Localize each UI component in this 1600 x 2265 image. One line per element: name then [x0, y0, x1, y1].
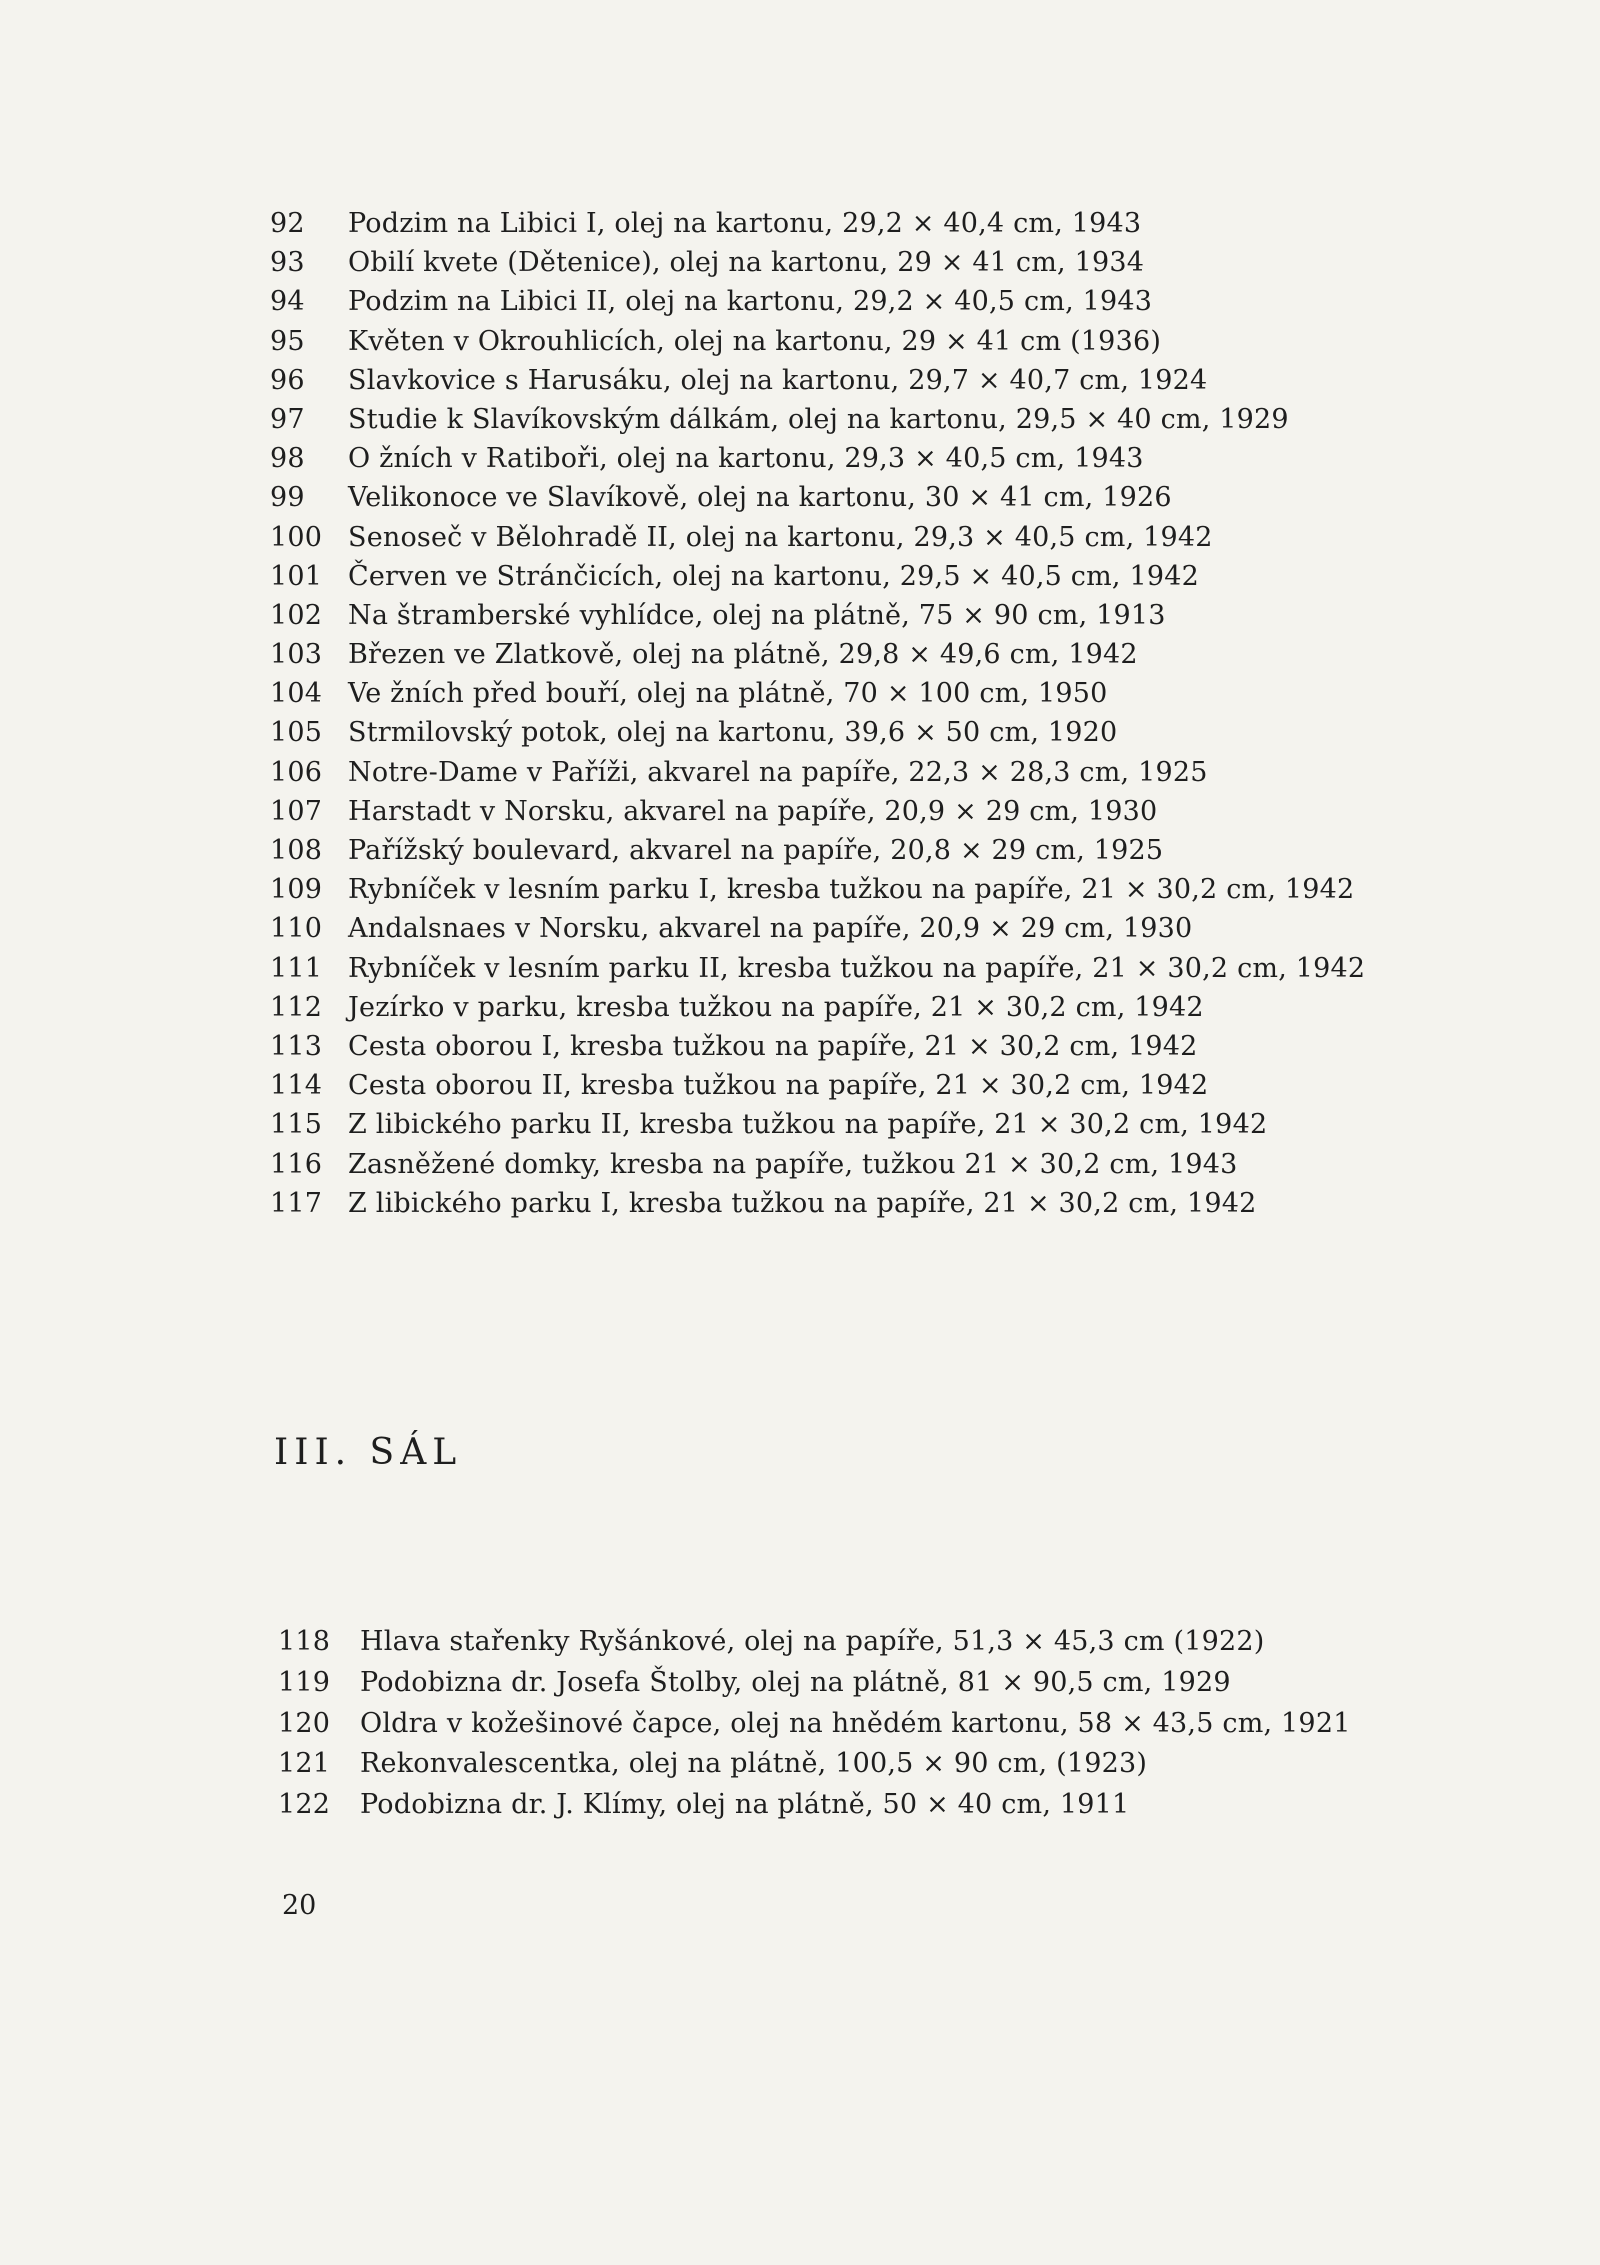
entry-text: Harstadt v Norsku, akvarel na papíře, 20,9 × 29 cm, 1930 — [348, 795, 1158, 827]
entry-text: Slavkovice s Harusáku, olej na kartonu, 29,7 × 40,7 cm, 1924 — [348, 364, 1208, 396]
catalog-entry — [270, 713, 1450, 752]
entry-text: Rybníček v lesním parku I, kresba tužkou na papíře, 21 × 30,2 cm, 1942 — [348, 874, 1355, 906]
entry-number: 94 — [270, 286, 305, 318]
entry-number: 108 — [270, 835, 323, 866]
entry-text: Květen v Okrouhlicích, olej na kartonu, 29 × 41 cm (1936) — [348, 325, 1162, 357]
entry-text: Rybníček v lesním parku II, kresba tužkou na papíře, 21 × 30,2 cm, 1942 — [348, 952, 1366, 984]
page-number: 20 — [282, 1890, 317, 1921]
catalog-entry — [270, 518, 1450, 557]
entry-text: Notre-Dame v Paříži, akvarel na papíře, 22,3 × 28,3 cm, 1925 — [348, 756, 1208, 788]
entry-text: Studie k Slavíkovským dálkám, olej na kartonu, 29,5 × 40 cm, 1929 — [348, 403, 1289, 435]
entry-text: Velikonoce ve Slavíkově, olej na kartonu, 30 × 41 cm, 1926 — [348, 482, 1172, 514]
catalog-entry — [270, 831, 1450, 870]
entry-number: 96 — [270, 364, 305, 396]
entry-text: Strmilovský potok, olej na kartonu, 39,6 × 50 cm, 1920 — [348, 717, 1118, 749]
catalog-entry — [270, 439, 1450, 478]
catalog-entry — [270, 988, 1450, 1027]
entry-number: 99 — [270, 482, 305, 514]
entry-number: 107 — [270, 795, 323, 827]
entry-number: 101 — [270, 560, 323, 592]
catalog-list — [270, 204, 1450, 1223]
entry-number: 122 — [278, 1789, 331, 1821]
entry-text: Obilí kvete (Dětenice), olej na kartonu, 29 × 41 cm, 1934 — [348, 247, 1145, 279]
catalog-entry — [270, 753, 1450, 792]
entry-text: Andalsnaes v Norsku, akvarel na papíře, 20,9 × 29 cm, 1930 — [348, 913, 1193, 945]
entry-text: Cesta oborou I, kresba tužkou na papíře, 21 × 30,2 cm, 1942 — [348, 1030, 1198, 1062]
entry-number: 97 — [270, 403, 305, 435]
entry-text: Jezírko v parku, kresba tužkou na papíře, 21 × 30,2 cm, 1942 — [348, 991, 1204, 1023]
entry-number: 118 — [278, 1626, 331, 1657]
catalog-entry — [278, 1785, 1458, 1826]
entry-text: Rekonvalescentka, olej na plátně, 100,5 × 90 cm, (1923) — [360, 1748, 1148, 1780]
entry-text: Hlava stařenky Ryšánkové, olej na papíře, 51,3 × 45,3 cm (1922) — [360, 1626, 1265, 1657]
entry-number: 95 — [270, 325, 305, 357]
entry-number: 104 — [270, 678, 323, 710]
catalog-entry — [278, 1704, 1458, 1745]
entry-number: 100 — [270, 521, 323, 553]
catalog-entry — [270, 400, 1450, 439]
catalog-entry — [270, 792, 1450, 831]
catalog-entry — [270, 478, 1450, 517]
entry-number: 93 — [270, 247, 305, 279]
entry-number: 106 — [270, 756, 323, 788]
catalog-entry — [270, 282, 1450, 321]
catalog-entry — [270, 596, 1450, 635]
entry-number: 114 — [270, 1070, 323, 1102]
entry-text: Zasněžené domky, kresba na papíře, tužkou 21 × 30,2 cm, 1943 — [348, 1148, 1238, 1180]
catalog-entry — [270, 243, 1450, 282]
catalog-entry — [270, 949, 1450, 988]
entry-number: 115 — [270, 1109, 323, 1141]
catalog-entry — [270, 1066, 1450, 1105]
entry-text: Na štramberské vyhlídce, olej na plátně, 75 × 90 cm, 1913 — [348, 599, 1166, 631]
entry-number: 103 — [270, 639, 323, 671]
entry-text: Podobizna dr. Josefa Štolby, olej na plátně, 81 × 90,5 cm, 1929 — [360, 1666, 1231, 1698]
entry-number: 98 — [270, 443, 305, 475]
catalog-entry — [270, 1145, 1450, 1184]
entry-number: 102 — [270, 599, 323, 631]
entry-text: Podzim na Libici II, olej na kartonu, 29,2 × 40,5 cm, 1943 — [348, 286, 1153, 318]
entry-text: O žních v Ratiboři, olej na kartonu, 29,3 × 40,5 cm, 1943 — [348, 443, 1144, 475]
entry-text: Z libického parku II, kresba tužkou na papíře, 21 × 30,2 cm, 1942 — [348, 1109, 1268, 1141]
catalog-entry — [278, 1622, 1458, 1663]
catalog-entry — [270, 674, 1450, 713]
entry-number: 120 — [278, 1707, 331, 1739]
entry-text: Z libického parku I, kresba tužkou na papíře, 21 × 30,2 cm, 1942 — [348, 1187, 1257, 1219]
entry-text: Cesta oborou II, kresba tužkou na papíře, 21 × 30,2 cm, 1942 — [348, 1070, 1209, 1102]
entry-text: Senoseč v Bělohradě II, olej na kartonu, 29,3 × 40,5 cm, 1942 — [348, 521, 1213, 553]
catalog-entry — [270, 635, 1450, 674]
entry-text: Oldra v kožešinové čapce, olej na hnědém kartonu, 58 × 43,5 cm, 1921 — [360, 1707, 1351, 1739]
entry-number: 113 — [270, 1030, 323, 1062]
entry-text: Červen ve Stránčicích, olej na kartonu, 29,5 × 40,5 cm, 1942 — [348, 560, 1200, 592]
catalog-entry — [270, 1105, 1450, 1144]
section-heading: III. SÁL — [274, 1432, 463, 1473]
entry-number: 92 — [270, 208, 305, 239]
entry-text: Březen ve Zlatkově, olej na plátně, 29,8 × 49,6 cm, 1942 — [348, 639, 1138, 671]
entry-number: 111 — [270, 952, 323, 984]
entry-number: 116 — [270, 1148, 323, 1180]
catalog-entry — [278, 1744, 1458, 1785]
entry-number: 119 — [278, 1666, 331, 1698]
entry-number: 121 — [278, 1748, 331, 1780]
entry-text: Ve žních před bouří, olej na plátně, 70 × 100 cm, 1950 — [348, 678, 1108, 710]
catalog-entry — [270, 909, 1450, 948]
entry-number: 110 — [270, 913, 323, 945]
catalog-entry — [270, 870, 1450, 909]
entry-number: 105 — [270, 717, 323, 749]
catalog-entry — [270, 1184, 1450, 1223]
section-list — [278, 1622, 1458, 1826]
catalog-entry — [270, 557, 1450, 596]
catalog-entry — [278, 1663, 1458, 1704]
catalog-entry — [270, 1027, 1450, 1066]
entry-text: Pařížský boulevard, akvarel na papíře, 20,8 × 29 cm, 1925 — [348, 835, 1164, 866]
catalog-entry — [270, 361, 1450, 400]
catalog-entry — [270, 204, 1450, 243]
entry-number: 112 — [270, 991, 323, 1023]
entry-text: Podobizna dr. J. Klímy, olej na plátně, 50 × 40 cm, 1911 — [360, 1789, 1130, 1821]
entry-number: 117 — [270, 1187, 323, 1219]
entry-text: Podzim na Libici I, olej na kartonu, 29,2 × 40,4 cm, 1943 — [348, 208, 1142, 239]
catalog-entry — [270, 322, 1450, 361]
entry-number: 109 — [270, 874, 323, 906]
